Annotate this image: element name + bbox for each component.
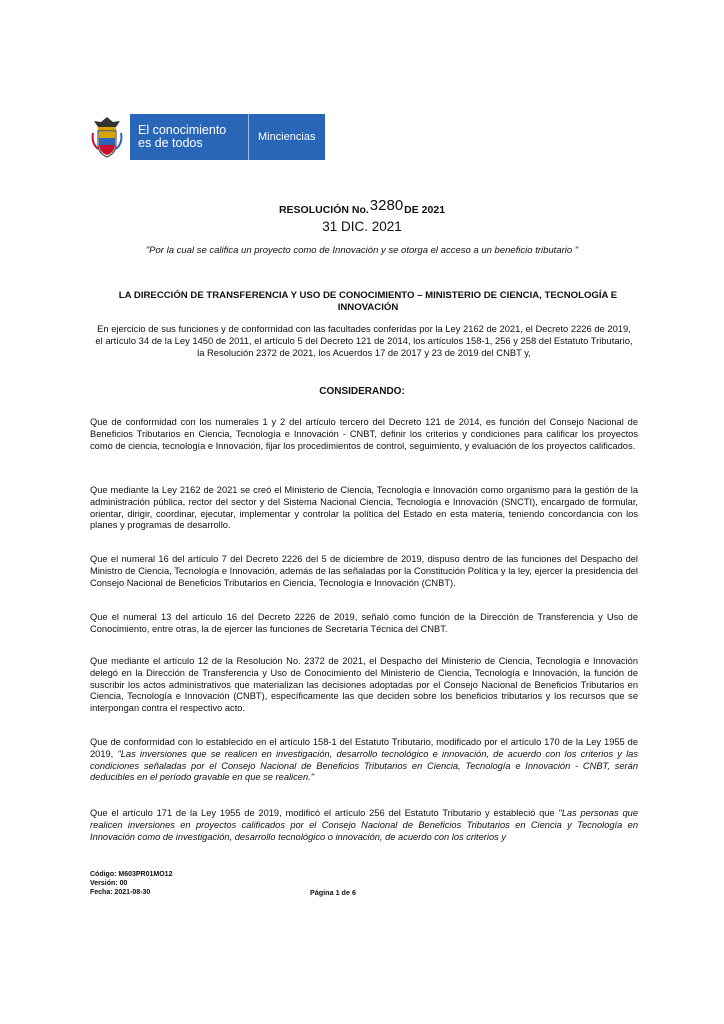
- footer-version: Versión: 00: [90, 879, 128, 887]
- page-number: Página 1 de 6: [310, 888, 356, 897]
- preamble: En ejercicio de sus funciones y de conformidad con las facultades conferidas por la Ley 2162 de 2021, el Decreto 2226 de 2019, el artículo 34 de la Ley 1450 de 2011, el artículo 5 del Decreto 121 de 2014, los artículos 158-1, 256 y 258 del Estatuto Tributario, la Resolución 2372 de 2021, los Acuerdos 17 de 2017 y 23 de 2019 del CNBT y,: [95, 323, 633, 358]
- document-footer: [90, 871, 172, 897]
- paragraph-6: [90, 737, 638, 784]
- resolution-prefix: RESOLUCIÓN No.: [278, 204, 369, 216]
- paragraph-6-lead: Que de conformidad con lo establecido en el artículo 158-1 del Estatuto Tributario, modificado por el artículo 170 de la Ley 1955 de 2019,: [90, 737, 638, 759]
- resolution-date: 31 DIC. 2021: [322, 219, 402, 234]
- paragraph-1: Que de conformidad con los numerales 1 y 2 del artículo tercero del Decreto 121 de 2014, es función del Consejo Nacional de Beneficios Tributarios en Ciencia, Tecnología e Innovación - CNBT, definir los criterios y condiciones para calificar los proyectos como de ciencia, tecnología e Innovación, fijar los procedimientos de control, seguimiento, y evaluación de los proyectos calificados.: [90, 417, 638, 451]
- considerando-heading: CONSIDERANDO:: [319, 386, 405, 397]
- paragraph-7-quote: "Las personas que realicen inversiones en proyectos calificados por el Consejo Nacional de Beneficios Tributarios en Ciencia y Tecnología en Innovación como de investigación, desarrollo tecnológico o innovación, de acuerdo con los criterios y: [90, 808, 638, 842]
- footer-code: Código: M603PR01MO12: [90, 871, 173, 878]
- logo-divider: [248, 114, 249, 160]
- paragraph-7: [90, 808, 638, 843]
- footer-date: Fecha: 2021-08-30: [90, 888, 151, 896]
- paragraph-7-lead: Que el artículo 171 de la Ley 1955 de 2019, modificó el artículo 256 del Estatuto Tributario y estableció que: [90, 808, 559, 818]
- paragraph-3: Que el numeral 16 del artículo 7 del Decreto 2226 del 5 de diciembre de 2019, dispuso dentro de las funciones del Despacho del Ministro de Ciencia, Tecnología e Innovación, además de las señaladas por la Constitución Política y la ley, ejercer la presidencia del Consejo Nacional de Beneficios Tributarios en Ciencia, Tecnología e Innovación (CNBT).: [90, 554, 638, 588]
- logo-brand: Minciencias: [258, 131, 316, 143]
- logo-banner: [130, 114, 325, 160]
- paragraph-5: Que mediante el artículo 12 de la Resolución No. 2372 de 2021, el Despacho del Ministerio de Ciencia, Tecnología e Innovación delegó en la Dirección de Transferencia y Uso de Conocimiento del Ministerio de Ciencia, Tecnología e Innovación, la función de suscribir los actos administrativos que materializan las decisiones adoptadas por el Consejo Nacional de Beneficios Tributarios en Ciencia, Tecnología e Innovación (CNBT), específicamente las que deciden sobre los beneficios tributarios y los recursos que se interpongan contra el respectivo acto.: [90, 656, 638, 714]
- paragraph-4: Que el numeral 13 del artículo 16 del Decreto 2226 de 2019, señaló como función de la Dirección de Transferencia y Uso de Conocimiento, entre otras, la de ejercer las funciones de Secretaría Técnica del CNBT.: [90, 612, 638, 634]
- issuing-authority: LA DIRECCIÓN DE TRANSFERENCIA Y USO DE CONOCIMIENTO – MINISTERIO DE CIENCIA, TECNOLOGÍA E INNOVACIÓN: [118, 290, 618, 313]
- ministry-logo: [90, 114, 325, 160]
- resolution-number: 3280: [369, 197, 404, 214]
- resolution-title: [0, 197, 724, 217]
- resolution-suffix: DE 2021: [404, 204, 446, 216]
- paragraph-6-quote: "Las inversiones que se realicen en investigación, desarrollo tecnológico e innovación, de acuerdo con los criterios y las condiciones señaladas por el Consejo Nacional de Beneficios Tributarios en Ciencia, Tecnología e Innovación - CNBT, serán deducibles en el período gravable en que se realicen.": [90, 748, 638, 783]
- resolution-subtitle: "Por la cual se califica un proyecto como de Innovación y se otorga el acceso a un beneficio tributario ": [145, 245, 579, 256]
- paragraph-2: Que mediante la Ley 2162 de 2021 se creó el Ministerio de Ciencia, Tecnología e Innovación como organismo para la gestión de la administración pública, rector del sector y del Sistema Nacional Ciencia, Tecnología e Innovación (SNCTI), encargado de formular, orientar, dirigir, coordinar, ejecutar, implementar y controlar la política del Estado en esta materia, teniendo concordancia con los planes y programas de desarrollo.: [90, 485, 638, 531]
- coat-of-arms-icon: [90, 115, 124, 159]
- logo-slogan: El conocimiento es de todos: [138, 123, 227, 150]
